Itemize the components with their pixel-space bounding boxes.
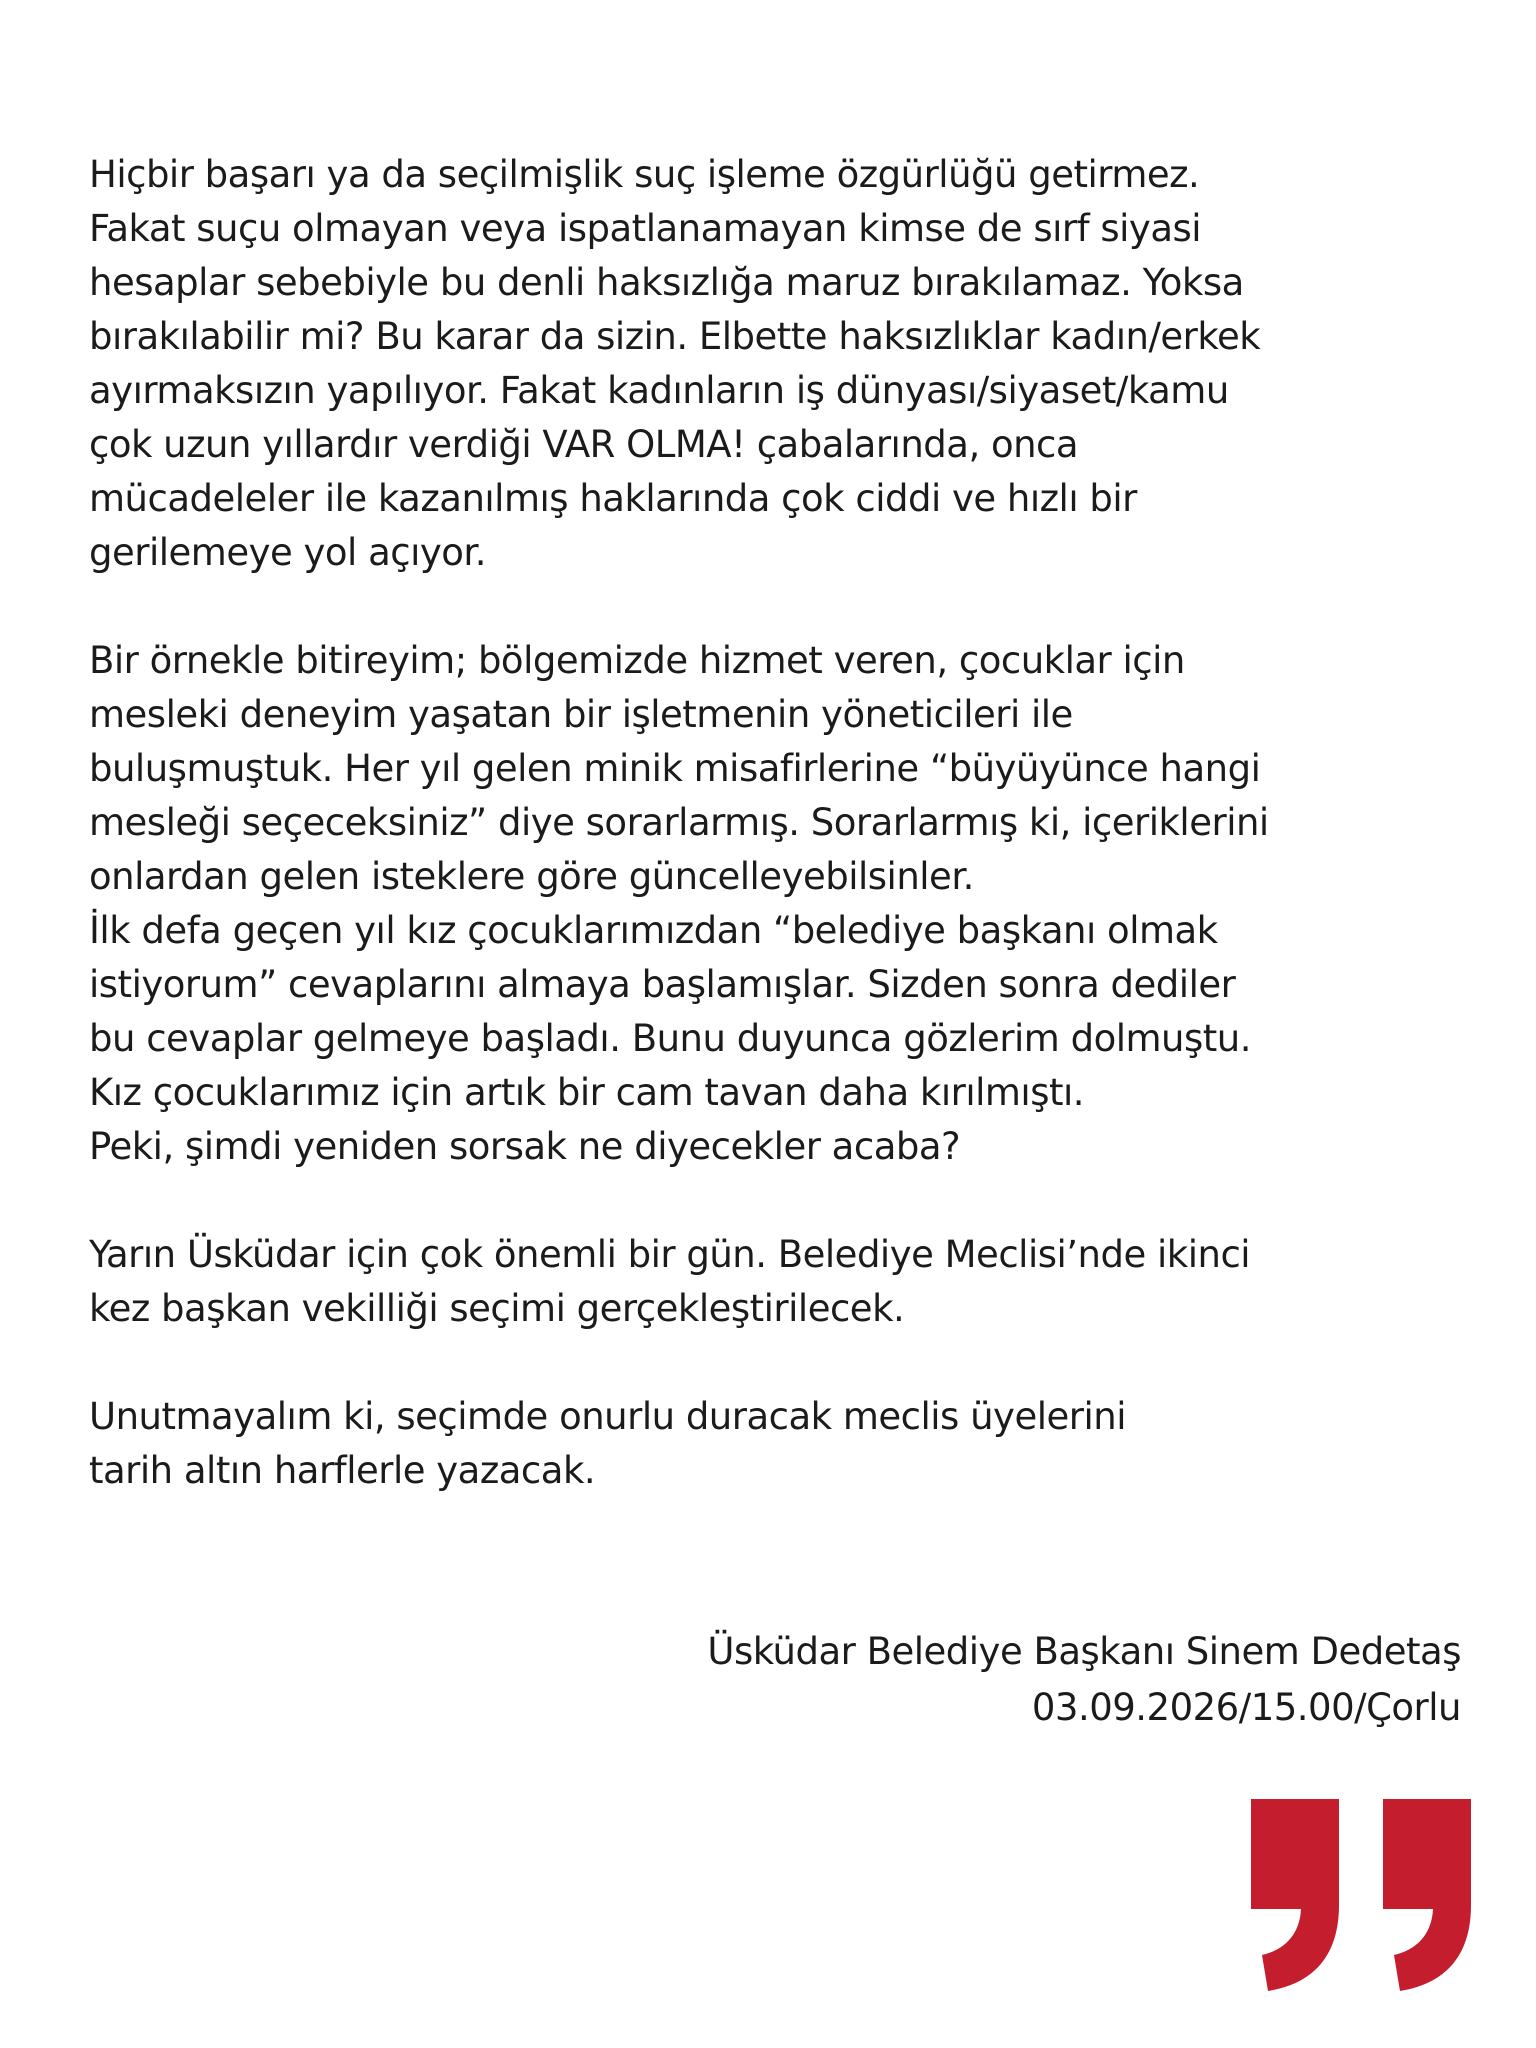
paragraph-line: mesleki deneyim yaşatan bir işletmenin yöneticileri ile: [89, 693, 1073, 736]
paragraph-line: bırakılabilir mi? Bu karar da sizin. Elbette haksızlıklar kadın/erkek: [89, 315, 1261, 358]
paragraph-line: gerilemeye yol açıyor.: [89, 531, 486, 574]
paragraph-line: buluşmuştuk. Her yıl gelen minik misafirlerine “büyüyünce hangi: [89, 747, 1261, 790]
quote-left-mark: [1251, 1799, 1339, 1991]
statement-body: [89, 148, 1469, 1498]
paragraph-line: İlk defa geçen yıl kız çocuklarımızdan “belediye başkanı olmak: [89, 909, 1218, 952]
paragraph-line: mesleği seçeceksiniz” diye sorarlarmış. Sorarlarmış ki, içeriklerini: [89, 801, 1269, 844]
signature-name: Üsküdar Belediye Başkanı Sinem Dedetaş: [707, 1630, 1461, 1673]
paragraph-line: Hiçbir başarı ya da seçilmişlik suç işleme özgürlüğü getirmez.: [89, 153, 1200, 196]
paragraph-line: kez başkan vekilliği seçimi gerçekleştirilecek.: [89, 1287, 905, 1330]
paragraph-spacer: [89, 1174, 1469, 1228]
paragraph-spacer: [89, 1336, 1469, 1390]
signature-block: [707, 1624, 1461, 1736]
closing-quote-icon: [1246, 1793, 1478, 1993]
paragraph-line: mücadeleler ile kazanılmış haklarında çok ciddi ve hızlı bir: [89, 477, 1137, 520]
paragraph-line: Bir örnekle bitireyim; bölgemizde hizmet veren, çocuklar için: [89, 639, 1185, 682]
paragraph-line: Yarın Üsküdar için çok önemli bir gün. Belediye Meclisi’nde ikinci: [89, 1233, 1251, 1276]
paragraph-line: onlardan gelen isteklere göre güncelleyebilsinler.: [89, 855, 974, 898]
paragraph-line: tarih altın harflerle yazacak.: [89, 1449, 596, 1492]
paragraph-2: [89, 634, 1469, 1174]
paragraph-line: Fakat suçu olmayan veya ispatlanamayan kimse de sırf siyasi: [89, 207, 1202, 250]
paragraph-4: [89, 1390, 1469, 1498]
paragraph-line: hesaplar sebebiyle bu denli haksızlığa maruz bırakılamaz. Yoksa: [89, 261, 1244, 304]
paragraph-line: çok uzun yıllardır verdiği VAR OLMA! çabalarında, onca: [89, 423, 1079, 466]
signature-datestamp: 03.09.2026/15.00/Çorlu: [1031, 1686, 1461, 1729]
paragraph-line: Kız çocuklarımız için artık bir cam tavan daha kırılmıştı.: [89, 1071, 1085, 1114]
paragraph-1: [89, 148, 1469, 580]
paragraph-spacer: [89, 580, 1469, 634]
paragraph-line: Unutmayalım ki, seçimde onurlu duracak meclis üyelerini: [89, 1395, 1126, 1438]
paragraph-line: istiyorum” cevaplarını almaya başlamışlar. Sizden sonra dediler: [89, 963, 1236, 1006]
paragraph-line: Peki, şimdi yeniden sorsak ne diyecekler acaba?: [89, 1125, 961, 1168]
paragraph-3: [89, 1228, 1469, 1336]
paragraph-line: bu cevaplar gelmeye başladı. Bunu duyunca gözlerim dolmuştu.: [89, 1017, 1252, 1060]
paragraph-line: ayırmaksızın yapılıyor. Fakat kadınların iş dünyası/siyaset/kamu: [89, 369, 1229, 412]
quote-right-mark: [1383, 1799, 1471, 1991]
